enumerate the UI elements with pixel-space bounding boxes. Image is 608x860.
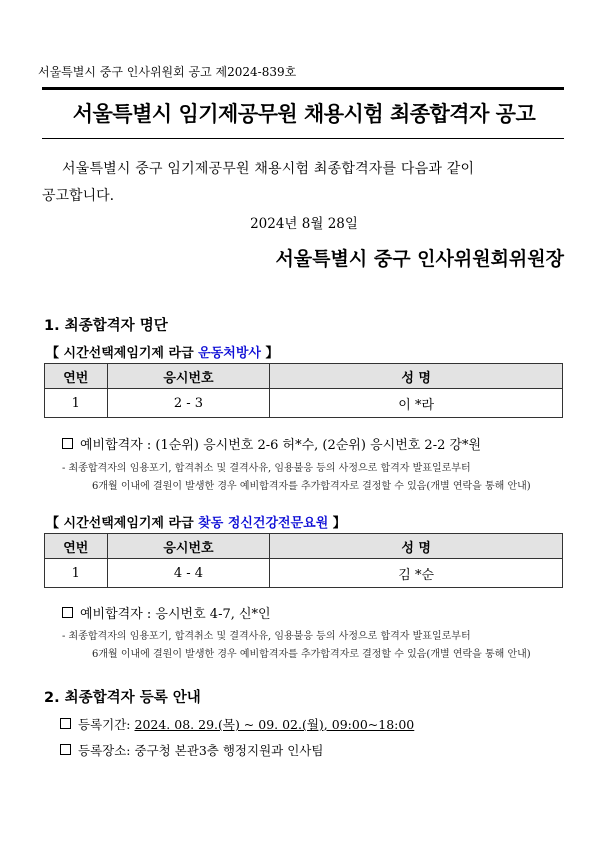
page-title: 서울특별시 임기제공무원 채용시험 최종합격자 공고 [72, 102, 536, 126]
bracket-open: 【 [46, 346, 64, 361]
intro-text-line1: 서울특별시 중구 임기제공무원 채용시험 최종합격자를 다음과 같이 [62, 161, 475, 177]
period-label: 등록기간: [78, 717, 135, 732]
table-row [45, 389, 563, 418]
col-header-no: 연번 [45, 534, 108, 559]
cell-name: 김 *순 [270, 559, 563, 588]
cell-exam-no: 2 - 3 [107, 389, 270, 418]
col-header-no: 연번 [45, 364, 108, 389]
note-line: 6개월 이내에 결원이 발생한 경우 예비합격자를 추가합격자로 결정할 수 있음(개별 연락을 통해 안내) [92, 481, 531, 492]
checkbox-bullet-icon [62, 607, 73, 618]
category-title-1 [46, 342, 279, 361]
category-prefix: 시간선택제임기제 라급 [63, 346, 199, 361]
col-header-exam-no: 응시번호 [107, 534, 270, 559]
results-table-2 [44, 533, 563, 588]
note-line: - 최종합격자의 임용포기, 합격취소 및 결격사유, 임용불응 등의 사정으로 합격자 발표일로부터 [62, 631, 471, 642]
reserve-line-2 [62, 603, 271, 622]
note-line: - 최종합격자의 임용포기, 합격취소 및 결격사유, 임용불응 등의 사정으로 합격자 발표일로부터 [62, 463, 471, 474]
table-header-row [45, 364, 563, 389]
table-header-row [45, 534, 563, 559]
table-row [45, 559, 563, 588]
place-value: 중구청 본관3층 행정지원과 인사팀 [134, 743, 324, 758]
bracket-close: 】 [328, 516, 346, 531]
category-highlight: 찾동 정신건강전문요원 [198, 516, 329, 531]
results-table-1 [44, 363, 563, 418]
category-highlight: 운동처방사 [198, 346, 261, 361]
checkbox-bullet-icon [62, 438, 73, 449]
cell-no: 1 [45, 559, 108, 588]
cell-exam-no: 4 - 4 [107, 559, 270, 588]
col-header-exam-no: 응시번호 [107, 364, 270, 389]
issuer: 서울특별시 중구 인사위원회위원장 [275, 248, 564, 270]
bracket-open: 【 [46, 516, 64, 531]
title-top-rule [42, 87, 564, 90]
reserve-line-1 [62, 434, 481, 453]
notice-number: 서울특별시 중구 인사위원회 공고 제2024-839호 [38, 65, 297, 79]
col-header-name: 성 명 [270, 364, 563, 389]
reserve-text: 예비합격자 : 응시번호 4-7, 신*인 [80, 607, 271, 622]
intro-text-line2: 공고합니다. [42, 188, 115, 204]
cell-no: 1 [45, 389, 108, 418]
category-prefix: 시간선택제임기제 라급 [63, 516, 199, 531]
reserve-text: 예비합격자 : (1순위) 응시번호 2-6 허*수, (2순위) 응시번호 2-2 강*원 [80, 438, 482, 453]
bracket-close: 】 [260, 346, 279, 361]
section2-heading: 2. 최종합격자 등록 안내 [44, 690, 201, 706]
checkbox-bullet-icon [60, 718, 71, 729]
notice-date: 2024년 8월 28일 [250, 216, 358, 232]
registration-place [60, 741, 323, 759]
col-header-name: 성 명 [270, 534, 563, 559]
section1-heading: 1. 최종합격자 명단 [44, 318, 168, 334]
registration-period [60, 715, 414, 733]
checkbox-bullet-icon [60, 744, 71, 755]
cell-name: 이 *라 [270, 389, 563, 418]
category-title-2 [46, 512, 346, 531]
place-label: 등록장소: [78, 743, 135, 758]
title-bottom-rule [42, 138, 564, 139]
period-value: 2024. 08. 29.(목) ~ 09. 02.(월), 09:00~18:00 [134, 717, 415, 732]
note-line: 6개월 이내에 결원이 발생한 경우 예비합격자를 추가합격자로 결정할 수 있음(개별 연락을 통해 안내) [92, 649, 531, 660]
